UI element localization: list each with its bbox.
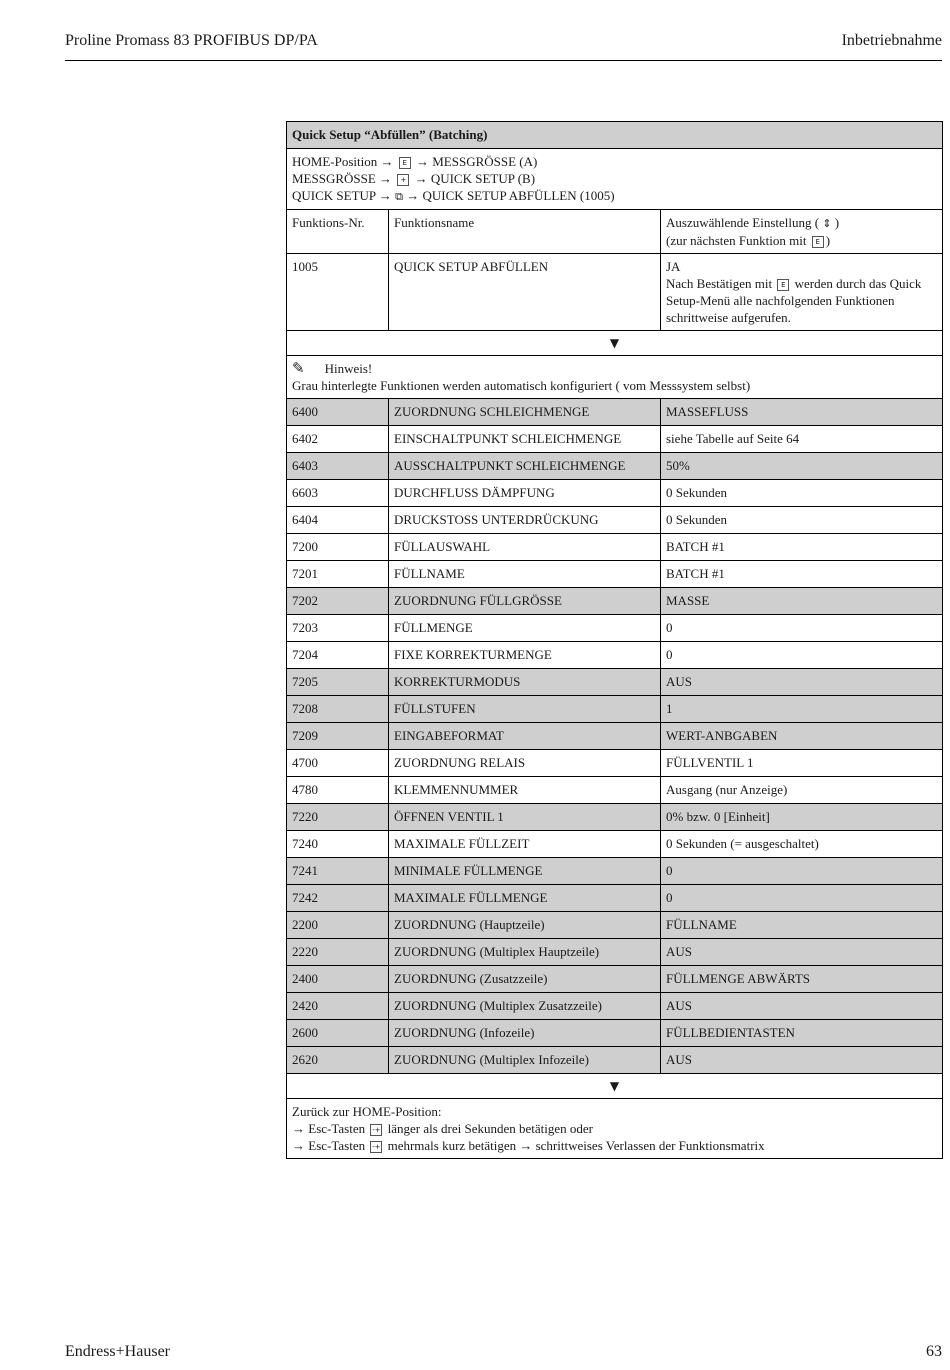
footer-company: Endress+Hauser [65,1343,170,1360]
table-row [287,750,943,777]
cell-function-number: 7200 [287,534,389,561]
cell-setting: AUS [661,993,943,1020]
header-setting-line-1: Auszuwählende Einstellung ( [666,215,820,230]
nav-line-1-end: → MESSGRÖSSE (A) [415,154,538,169]
cell-function-name: ZUORDNUNG (Multiplex Zusatzzeile) [389,993,661,1020]
navigation-path [287,149,943,210]
cell-setting-note-start: Nach Bestätigen mit [666,276,773,291]
cell-function-name: MAXIMALE FÜLLZEIT [389,831,661,858]
cell-function-name: FÜLLMENGE [389,615,661,642]
table-row [287,453,943,480]
cell-setting: 1 [661,696,943,723]
cell-function-name: ZUORDNUNG (Infozeile) [389,1020,661,1047]
note-cell [287,356,943,399]
cell-function-number: 4700 [287,750,389,777]
cell-function-name: ZUORDNUNG RELAIS [389,750,661,777]
down-arrow-glyph: ▼ [609,336,620,350]
cell-setting-value: JA [666,259,681,274]
cell-setting: 0 Sekunden [661,480,943,507]
table-title-row [287,122,943,149]
cell-function-number: 6400 [287,399,389,426]
table-row [287,831,943,858]
cell-function-name: FIXE KORREKTURMENGE [389,642,661,669]
cell-setting: 0 [661,642,943,669]
table-row [287,426,943,453]
nav-line-1-start: HOME-Position → [292,154,394,169]
table-row [287,1020,943,1047]
cell-function-name: MINIMALE FÜLLMENGE [389,858,661,885]
cell-function-number: 2600 [287,1020,389,1047]
back-line-1-end: länger als drei Sekunden betätigen oder [387,1121,593,1136]
back-line-2-start: → Esc-Tasten [292,1138,366,1153]
cell-setting: Ausgang (nur Anzeige) [661,777,943,804]
cell-function-name: QUICK SETUP ABFÜLLEN [389,254,661,331]
cell-setting: AUS [661,1047,943,1074]
cell-function-number: 7205 [287,669,389,696]
cell-function-name: KLEMMENNUMMER [389,777,661,804]
cell-function-number: 7208 [287,696,389,723]
plus-key-icon: + [397,174,409,186]
cell-setting: MASSEFLUSS [661,399,943,426]
cell-setting: FÜLLVENTIL 1 [661,750,943,777]
cell-setting: WERT-ANBGABEN [661,723,943,750]
cell-setting: 0 [661,885,943,912]
down-arrow-icon [287,1074,943,1099]
note-row [287,356,943,399]
cell-function-number: 6403 [287,453,389,480]
cell-function-number: 1005 [287,254,389,331]
cell-function-name: MAXIMALE FÜLLMENGE [389,885,661,912]
table-row [287,480,943,507]
table-row [287,777,943,804]
cell-function-number: 7201 [287,561,389,588]
back-line-1-start: → Esc-Tasten [292,1121,366,1136]
cell-setting: FÜLLNAME [661,912,943,939]
back-home-row [287,1099,943,1159]
pencil-note-icon: ✎ [292,359,305,377]
navigation-row [287,149,943,210]
cell-function-number: 7242 [287,885,389,912]
cell-setting-note-end: werden durch das Quick Setup-Menü alle nachfolgenden Funktionen schrittweise aufgerufen. [666,276,922,325]
cell-function-number: 7209 [287,723,389,750]
esc-keys-icon: -+ [372,1143,381,1152]
table-row [287,669,943,696]
cell-function-number: 7204 [287,642,389,669]
table-row [287,939,943,966]
enter-key-icon: E [399,157,411,169]
table-row [287,399,943,426]
cell-function-name: ZUORDNUNG (Multiplex Infozeile) [389,1047,661,1074]
quick-setup-keys-icon: ⧉ [395,190,404,203]
enter-key-icon: E [812,236,824,248]
header-function-name: Funktionsname [389,210,661,254]
table-row [287,588,943,615]
nav-line-3-end: → QUICK SETUP ABFÜLLEN (1005) [406,188,615,203]
cell-setting: 50% [661,453,943,480]
back-home-title: Zurück zur HOME-Position: [292,1104,442,1119]
cell-function-name: EINSCHALTPUNKT SCHLEICHMENGE [389,426,661,453]
cell-function-name: ZUORDNUNG FÜLLGRÖSSE [389,588,661,615]
cell-function-number: 4780 [287,777,389,804]
back-home-cell [287,1099,943,1159]
cell-setting: 0 [661,615,943,642]
cell-setting: AUS [661,669,943,696]
nav-line-2-start: MESSGRÖSSE → [292,171,393,186]
table-row [287,534,943,561]
table-title: Quick Setup “Abfüllen” (Batching) [287,122,943,149]
cell-function-name: ZUORDNUNG (Multiplex Hauptzeile) [389,939,661,966]
cell-function-name: ZUORDNUNG SCHLEICHMENGE [389,399,661,426]
arrow-row [287,1074,943,1099]
note-title: Hinweis! [324,361,373,376]
column-header-row [287,210,943,254]
cell-function-number: 2220 [287,939,389,966]
cell-function-number: 7202 [287,588,389,615]
table-row [287,993,943,1020]
header-section-title: Inbetriebnahme [841,32,942,49]
enter-key-icon: E [777,279,789,291]
page-header [65,32,942,61]
esc-keys-icon: -+ [372,1126,381,1135]
cell-function-number: 7241 [287,858,389,885]
table-row [287,507,943,534]
cell-function-name: ZUORDNUNG (Hauptzeile) [389,912,661,939]
cell-setting: siehe Tabelle auf Seite 64 [661,426,943,453]
cell-setting: 0 [661,858,943,885]
header-setting-line-1-close: ) [834,215,840,230]
cell-function-name: FÜLLAUSWAHL [389,534,661,561]
cell-setting: 0% bzw. 0 [Einheit] [661,804,943,831]
plus-minus-keys-icon: ⇕ [822,217,832,230]
cell-setting: 0 Sekunden [661,507,943,534]
cell-setting: BATCH #1 [661,561,943,588]
footer-page-number: 63 [926,1343,942,1360]
table-row [287,561,943,588]
cell-function-name: ÖFFNEN VENTIL 1 [389,804,661,831]
cell-setting: MASSE [661,588,943,615]
cell-setting: 0 Sekunden (= ausgeschaltet) [661,831,943,858]
cell-function-number: 6603 [287,480,389,507]
cell-function-name: ZUORDNUNG (Zusatzzeile) [389,966,661,993]
table-row-1005 [287,254,943,331]
cell-function-number: 6402 [287,426,389,453]
cell-function-name: DRUCKSTOSS UNTERDRÜCKUNG [389,507,661,534]
table-row [287,885,943,912]
cell-function-number: 2200 [287,912,389,939]
cell-setting: FÜLLMENGE ABWÄRTS [661,966,943,993]
header-setting-line-2: (zur nächsten Funktion mit [666,233,807,248]
cell-function-number: 2620 [287,1047,389,1074]
note-text: Grau hinterlegte Funktionen werden automatisch konfiguriert ( vom Messsystem selbst) [292,378,751,393]
cell-function-number: 7240 [287,831,389,858]
back-line-2-end: mehrmals kurz betätigen → schrittweises Verlassen der Funktionsmatrix [387,1138,765,1153]
table-row [287,642,943,669]
cell-setting: FÜLLBEDIENTASTEN [661,1020,943,1047]
header-document-title: Proline Promass 83 PROFIBUS DP/PA [65,32,318,49]
cell-function-number: 6404 [287,507,389,534]
nav-line-2-end: → QUICK SETUP (B) [414,171,536,186]
cell-function-name: FÜLLNAME [389,561,661,588]
nav-line-3-start: QUICK SETUP → [292,188,392,203]
table-row [287,912,943,939]
cell-function-number: 7203 [287,615,389,642]
table-row [287,615,943,642]
cell-setting: BATCH #1 [661,534,943,561]
down-arrow-glyph: ▼ [609,1079,620,1093]
header-setting-line-2-close: ) [825,233,831,248]
table-row [287,804,943,831]
cell-function-name: EINGABEFORMAT [389,723,661,750]
table-row [287,966,943,993]
cell-function-name: KORREKTURMODUS [389,669,661,696]
quick-setup-table [286,121,943,1159]
header-setting [661,210,943,254]
cell-setting [661,254,943,331]
down-arrow-icon [287,331,943,356]
cell-function-name: DURCHFLUSS DÄMPFUNG [389,480,661,507]
cell-function-number: 7220 [287,804,389,831]
arrow-row [287,331,943,356]
table-row [287,696,943,723]
table-row [287,1047,943,1074]
cell-function-name: FÜLLSTUFEN [389,696,661,723]
table-row [287,723,943,750]
cell-setting: AUS [661,939,943,966]
table-row [287,858,943,885]
cell-function-name: AUSSCHALTPUNKT SCHLEICHMENGE [389,453,661,480]
cell-function-number: 2400 [287,966,389,993]
cell-function-number: 2420 [287,993,389,1020]
header-function-number: Funktions-Nr. [287,210,389,254]
